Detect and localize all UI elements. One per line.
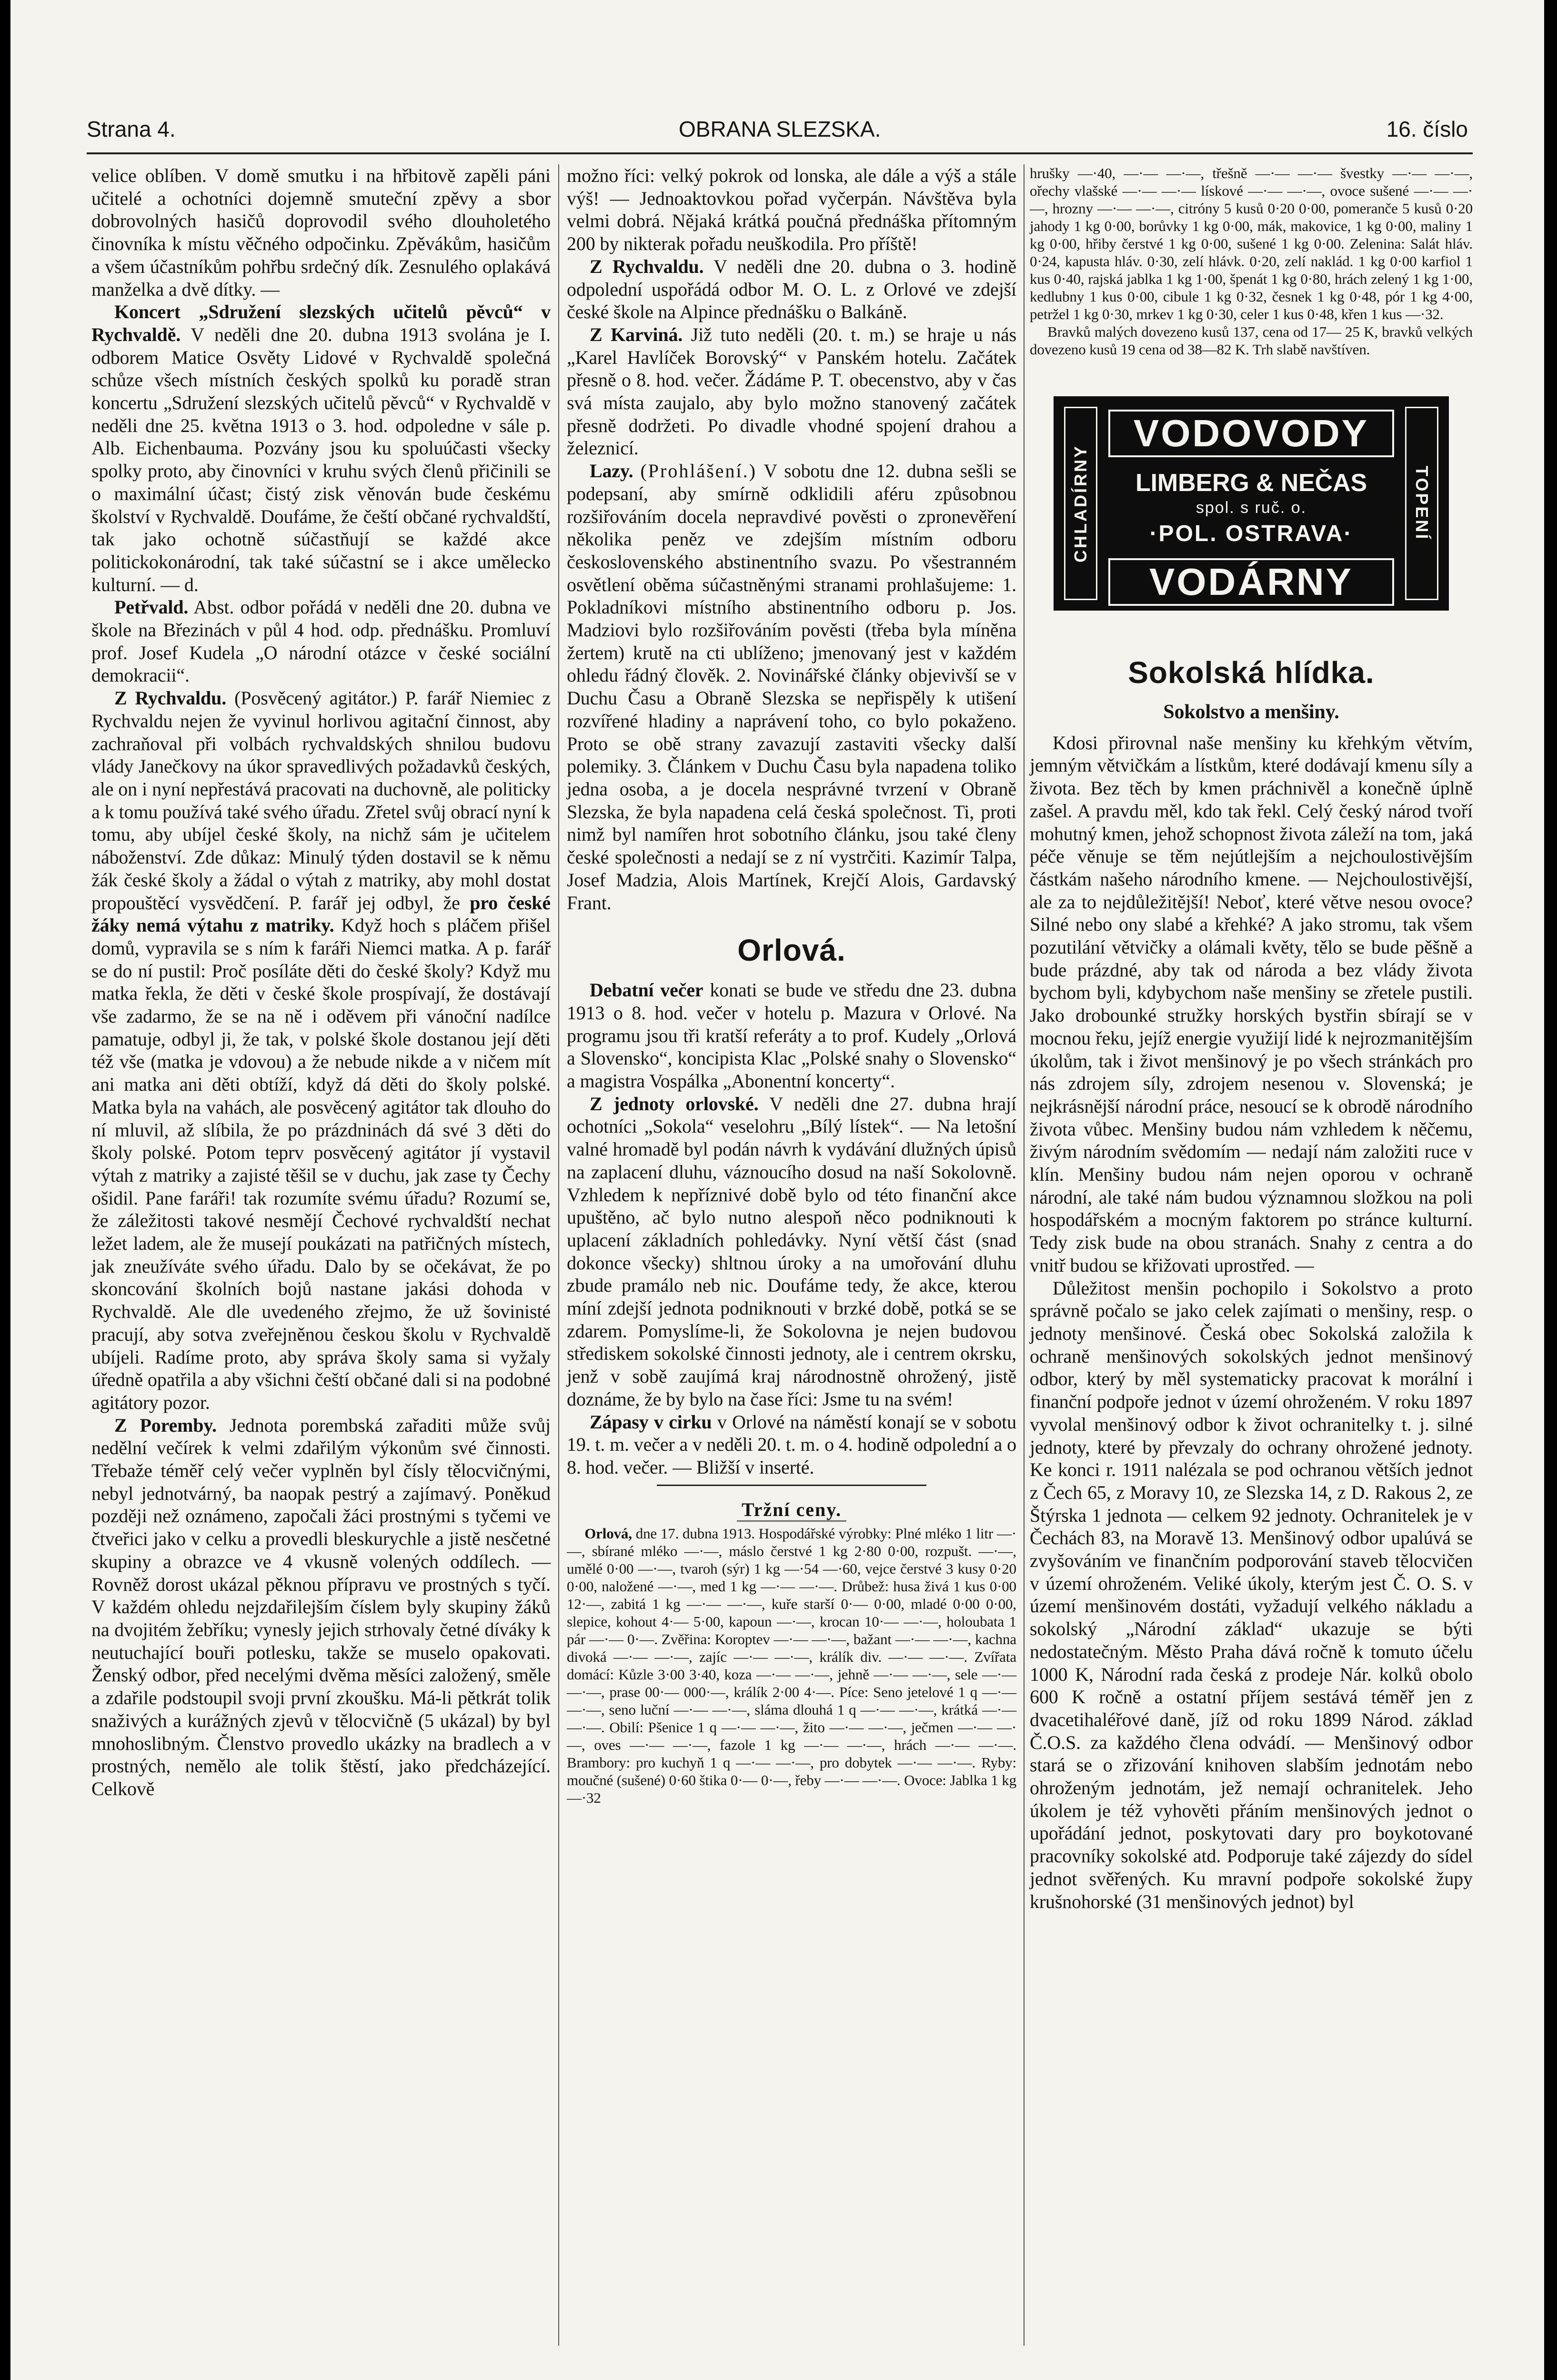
- article-subheading: (Prohlášení.): [640, 460, 757, 482]
- column-divider: [1024, 164, 1025, 2346]
- market-prices-text: dne 17. dubna 1913. Hospodářské výrobky: Plné mléko 1 litr —·—, sbírané mléko —·—, máslo čerstvé 1 kg 2·80 0·00, rozpušt. —·—, umělé 0·00 —·—, tvaroh (sýr) 1 kg —·54 —·60, vejce čerstvé 3 kusy 0·20 0·00, naložené —·—, med 1 kg —·— —·—. Drůbež: husa živá 1 kus 0·00 12·—, zabitá 1 kg —·— —·—, kuře starší 0·— 0·00, mladé 0·00 0·00, slepice, kohout 4·— 5·00, kapoun —·—, krocan 10·— —·—, holoubata 1 pár —·— 0·—. Zvěřina: Koroptev —·— —·—, bažant —·— —·—, kachna divoká —·— —·—, zajíc —·— —·—, králík div. —·— —·—. Zvířata domácí: Kůzle 3·00 3·40, koza —·— —·—, jehně —·— —·—, sele —·— —·—, prase 00·— 000·—, králík 2·00 4·—. Píce: Seno jetelové 1 q —·— —·—, seno luční —·— —·—, sláma dlouhá 1 q —·— —·—, krátká —·— —·—. Obilí: Pšenice 1 q —·— —·—, žito —·— —·—, ječmen —·— —·—, oves —·— —·—, fazole 1 kg —·— —·—, hrách —·— —·—. Brambory: pro kuchyň 1 q —·— —·—, pro dobytek —·— —·—. Ryby: moučné (sušené) 0·60 štika 0·— 0·—, řeby —·— —·—. Ovoce: Jablka 1 kg —·32: [567, 1525, 1016, 1807]
- article-heading: Koncert „Sdružení slezských učitelů pěvců“ v Rychvaldě.: [91, 301, 551, 345]
- article-body: V neděli dne 27. dubna hrají ochotníci „Sokola“ veselohru „Bílý lístek“. — Na letošní valné hromadě byl podán návrh k vydávání dlužných úpisů na zaplacení dluhu, váznoucího dosud na naší Sokolovně. Vzhledem k nepříznivé době bylo od této finanční akce upuštěno, ač bylo nutno alespoň něco podniknouti k uplacení základních pohledávky. Nyní větší část (snad dokonce všecky) shltnou úroky a na umořování dluhu zbude pramálo neb nic. Doufáme tedy, že akce, kterou míní zdejší jednota podniknouti v brzké době, potká se se zdarem. Pomyslíme-li, že Sokolovna je nejen budovou střediskem sokolské činnosti jednoty, ale i centrem okrsku, jenž v sobě zaujímá kraj národnostně ohrožený, jistě doznáme, že by bylo na čase říci: Jsme tu na svém!: [567, 1093, 1016, 1410]
- article-body: Když hoch s pláčem přišel domů, vypravila se s ním k faráři Niemci matka. A p. farář se do ní pustil: Proč posíláte děti do české školy? Když mu matka řekla, že děti v české škole prospívají, že dostávají vše zadarmo, že se na ně i oděvem při vánoční nadílce pamatuje, odbyl ji, že tak, v polské škole dostanou její děti též vše (matka je vdovou) a že nebude nikde a v ničem mít ani matka ani děti obtíží, když dá děti do školy polské. Matka byla na vahách, ale posvěcený agitátor tak dlouho do ní mluvil, až slíbila, že po prázdninách dá své 3 děti do školy polské. Potom teprv posvěcený agitátor jí vystavil výtah z matriky a zajisté těšil se v duchu, jak zase ty Čechy ošidil. Pane faráři! tak rozumíte svému úřadu? Rozumí se, že záležitosti takové nesmějí Čechové rychvaldští nechat ležet ladem, ale že musejí poukázati na patřičných místech, jak zneužíváte svého úřadu. Dalo by se očekávat, že po skoncování školních bojů nastane jakási dohoda v Rychvaldě. Ale dle uvedeného zřejmo, že už šovinisté pracují, aby sotva zveřejněnou českou školu v Rychvaldě ubíjeli. Radíme proto, aby správa školy sama si vyžaly úředně opatřila a aby všichni čeští občané dali si na podobné agitátory pozor.: [91, 914, 551, 1413]
- newspaper-title: OBRANA SLEZSKA.: [679, 117, 881, 141]
- article-body: v Orlové na náměstí konají se v sobotu 19. t. m. večer a v neděli 20. t. m. o 4. hodině odpolední a o 8. hod. večer. — Bližší v inserté.: [567, 1411, 1016, 1478]
- article-body: Již tuto neděli (20. t. m.) se hraje u nás „Karel Havlíček Borovský“ v Panském hotelu. Začátek přesně o 8. hod. večer. Žádáme P. T. obecenstvo, aby v čas svá místa zaujalo, aby bylo možno stanovený začátek přesně dodržeti. Po divadle vhodné spojení drahou a železnicí.: [567, 323, 1016, 459]
- advertisement-limberg-necas: [1054, 396, 1449, 611]
- section-title-orlova: Orlová.: [737, 933, 846, 968]
- article-heading: Lazy.: [590, 460, 633, 482]
- ad-city: ·POL. OSTRAVA·: [1149, 521, 1353, 546]
- section-subtitle-sokol: Sokolstvo a menšiny.: [1163, 701, 1339, 723]
- ad-vodovody: VODOVODY: [1108, 410, 1394, 457]
- page-header: [87, 110, 1468, 149]
- article-body: V neděli dne 20. dubna 1913 svolána je I. odborem Matice Osvěty Lidové v Rychvaldě společná schůze všech místních českých spolků ku poradě stran koncertu „Sdružení slezských učitelů pěvců“ v Rychvaldě v neděli dne 25. května 1913 o 3. hod. odpoledne v sále p. Alb. Eichenbauma. Pozvány jsou ku spoluúčasti všecky spolky proto, aby činovníci v kruhu svých členů přičinili se o maximální účast; čistý zisk věnován bude českému školství v Rychvaldě. Doufáme, že čeští občané rychvaldští, tak jako ochotně súčastňují se každé akce politickokonárodní, tak také súčastní se i akce umělecko kulturní. — d.: [91, 323, 551, 595]
- section-title-sokol: Sokolská hlídka.: [1128, 655, 1375, 690]
- article-emphasis: pro české žáky nemá výtahu z matriky.: [91, 892, 551, 936]
- header-rule: [87, 152, 1473, 154]
- article-body: V sobotu dne 12. dubna sešli se podepsaní, aby smírně odklidili aféru způsobnou rozšiřováním docela nepravdivé pověsti o zpronevěření několika peněz ve zdejším místním odboru československého abstinentního svazu. Po všestranném osvětlení oběma súčastněnými stranami prohlašujeme: 1. Pokladníkovi místního abstinentního odboru p. Jos. Madziovi bylo rozšiřováním pověsti (třeba byla míněna žertem) krutě na cti ublíženo; jmenovaný jest v každém ohledu řádný člověk. 2. Novinářské články objevivší se v Duchu Času a Obraně Slezska se nepřispěly k utišení rozvířené hladiny a naprávení toho, co bylo pokaženo. Proto se obě strany zavazují zastaviti všecky další polemiky. 3. Článkem v Duchu Času byla napadena toliko jedna osoba, a je docela nesprávné tvrzení v Obraně Slezska, že byla napadena celá česká společnost. Ti, proti nimž byl namířen hrot sobotního článku, jsou také členy české společnosti a nedají se z ní vystrčiti. Kazimír Talpa, Josef Madzia, Alois Martínek, Krejčí Alois, Gardavský Frant.: [567, 460, 1016, 914]
- market-prices-title: Tržní ceny.: [567, 1498, 1016, 1521]
- article-sokol-p2: Důležitost menšin pochopilo i Sokolstvo a proto správně počalo se jako celek zajímati o menšiny, resp. o jednoty menšinové. Česká obec Sokolská založila k ochraně menšinových sokolských jednot menšinový odbor, který by měl systematicky pracovat k morální i finanční podpoře jednot v území ohroženém. V roku 1897 vyvolal menšinový odbor k život ochranitelky t. j. silné jednoty, které by převzaly do ochrany ohrožené jednoty. Ke konci r. 1911 nalézala se pod ochranou větších jednot z Čech 65, z Moravy 10, ze Slezska 14, z D. Rakous 2, ze Štýrska 1 jednota — celkem 92 jednoty. Ochranitelek je v Čechách 83, na Moravě 13. Menšinový odbor upalúvá se zvyšováním ve finančním podporování staveb tělocvičen v území ohroženém. Veliké úkoly, kterým jest Č. O. S. v území menšinovém dostáti, vyžadují velkého nákladu a sokolský „Národní základ“ ukazuje se býti nedostatečným. Město Praha dává ročně k tomuto účelu 1000 K, Národní rada česká z prodeje Nár. kolků obolo 600 K ročně a ostatní příjem sestává téměř jen z dvacetihaléřové daně, jíž od roku 1899 Národ. základ Č.O.S. za každého člena odvádí. — Menšinový odbor stará se o zřizování knihoven slabším jednotám nebo ohroženým jednotám, jež nemají ochranitelek. Jeho úkolem je též vyhověti přáním menšinových jednot o upořádání jednot, poskytovati dary pro boykotované pracovníky sokolské atd. Podporuje také zájezdy do sídel jednot svěřených. Ku mravní podpoře sokolské župy krušnohorské (31 menšinových jednot) byl: [1030, 1277, 1473, 1912]
- article-debate: [567, 979, 1016, 1093]
- article-heading: Z Rychvaldu.: [590, 255, 704, 277]
- article-lazy: [567, 460, 1016, 914]
- issue-number: 16. číslo: [1386, 117, 1468, 141]
- article-continuation: možno říci: velký pokrok od lonska, ale dále a výš a stále výš! — Jednoaktovkou pořad vyčerpán. Návštěva byla velmi dobrá. Nějaká krátká poučná přednáška přítomným 200 by nikterak pořadu neuškodila. Pro příště!: [567, 165, 1016, 255]
- column-middle: [567, 164, 1016, 1807]
- ad-side-left: CHLADÍRNY: [1064, 407, 1097, 600]
- article-concert: [91, 301, 551, 596]
- market-prices: [567, 1525, 1016, 1807]
- ad-firm-name: LIMBERG & NEČAS: [1135, 469, 1367, 497]
- article-rychvald-lecture: [567, 255, 1016, 323]
- ad-company-type: spol. s ruč. o.: [1195, 499, 1307, 517]
- column-divider: [558, 164, 559, 2346]
- article-body: Jednota porembská zařaditi může svůj nedělní večírek k velmi zdařilým výkonům své činnosti. Třebaže téměř celý večer vyplněn byl čísly tělocvičnými, nebyl jednotvárný, ba naopak pestrý a zajímavý. Poněkud později než oznámeno, započali žáci prostnými s tyčemi ve čtveřici jako v celku a provedli bleskurychle a jistě nesčetné skupiny a obrazce ve 4 vkusně volených oddílech. — Rovněž dorost ukázal pěknou přípravu ve prostných s tyčí. V každém ohledu nejzdařilejším číslem byly skupiny žáků na dvojitém žebříku; vynesly jejich strhovaly četné díváky k neutuchající bouři potlesku, takže se muselo opakovati. Ženský odbor, před necelými dvěma měsíci založený, směle a zdařile podstoupil svoji první zkoušku. Má-li pětkrát tolik snaživých a kurážných zjevů v tělocvičně (5 ukázal) by byl mnohoslibným. Členstvo provedlo ukázky na bradlech a v prostných, nemělo ale tolik štěstí, jako předcházející. Celkově: [91, 1414, 551, 1799]
- market-livestock: Bravků malých dovezeno kusů 137, cena od 17— 25 K, bravků velkých dovezeno kusů 19 cena od 38—82 K. Trh slabě navštíven.: [1030, 323, 1473, 358]
- article-heading: Petřvald.: [114, 596, 189, 618]
- section-divider: [657, 1485, 926, 1486]
- article-body: (Posvěcený agitátor.) P. farář Niemiec z Rychvaldu nejen že vyvinul horlivou agitační činnost, aby zachraňoval při volbách rychvaldských shnilou budovu vlády Janečkovy na úkor spravedlivých požadavků českých, ale on i nyní nepřestává pracovati na duchovně, ale politicky a k tomu používá také svého úřadu. Zřetel svůj obrací nyní k tomu, aby ubíjel české školy, na nichž sám je učitelem náboženství. Zde důkaz: Minulý týden dostavil se k němu žák české školy a žádal o výtah z matriky, aby mohl dostat propouštěcí vysvědčení. P. farář jej odbyl, že: [91, 687, 551, 914]
- article-body: V neděli dne 20. dubna o 3. hodině odpolední uspořádá odbor M. O. L. z Orlové ve zdejší české škole na Alpince přednášku o Balkáně.: [567, 255, 1016, 323]
- page-number: Strana 4.: [87, 117, 176, 141]
- ad-side-right: TOPENÍ: [1405, 407, 1438, 600]
- ad-center: [1108, 407, 1394, 603]
- article-heading: Z Poremby.: [114, 1414, 217, 1436]
- article-heading: Z jednoty orlovské.: [590, 1093, 759, 1115]
- market-place: Orlová,: [584, 1525, 632, 1542]
- article-jednota: [567, 1093, 1016, 1411]
- article-petrvald: [91, 596, 551, 687]
- article-rychvald: [91, 687, 551, 1414]
- article-circus: [567, 1411, 1016, 1479]
- article-heading: Debatní večer: [590, 979, 703, 1001]
- article-body: konati se bude ve středu dne 23. dubna 1913 o 8. hod. večer v hotelu p. Mazura v Orlové. Na programu jsou tři kratší referáty a to prof. Kudely „Orlová a Slovensko“, koncipista Klac „Polské snahy o Slovensko“ a magistra Vospálka „Abonentní koncerty“.: [567, 979, 1017, 1092]
- ad-vodarny: VODÁRNY: [1108, 558, 1394, 606]
- article-body: Abst. odbor pořádá v neděli dne 20. dubna ve škole na Březinách v půl 4 hod. odp. přednášku. Promluví prof. Josef Kudela „O národní otázce v české sociální demokracii“.: [91, 596, 551, 686]
- article-heading: Z Karviná.: [590, 323, 683, 345]
- market-prices-continued: hrušky —·40, —·— —·—, třešně —·— —·— švestky —·— —·—, ořechy vlašské —·— —·— lískové —·— —·—, ovoce sušené —·— —·—, hrozny —·— —·—, citróny 5 kusů 0·20 0·00, pomeranče 5 kusů 0·20 jahody 1 kg 0·00, borůvky 1 kg 0·00, mák, makovice, 1 kg 0·00, maliny 1 kg 0·00, hřiby čerstvé 1 kg 0·00, sušené 1 kg 0·00. Zelenina: Salát hláv. 0·24, kapusta hláv. 0·30, zelí hlávk. 0·20, zelí naklád. 1 kg 0·00 karfiol 1 kus 0·40, rajská jablka 1 kg 1·00, špenát 1 kg 0·80, hrách zelený 1 kg 1·00, kedlubny 1 kus 0·00, cibule 1 kg 0·32, česnek 1 kg 0·48, pór 1 kg 4·00, petržel 1 kg 0·30, mrkev 1 kg 0·30, celer 1 kus 0·48, křen 1 kus —·32.: [1030, 165, 1473, 322]
- article-heading: Z Rychvaldu.: [114, 687, 227, 709]
- column-left: [91, 164, 551, 1800]
- article-karvina: [567, 323, 1016, 460]
- article-sokol-p1: Kdosi přirovnal naše menšiny ku křehkým větvím, jemným větvičkám a lístkům, které dodávají kmenu síly a života. Bez těch by kmen práchnivěl a konečně úplně zašel. A pravdu měl, kdo tak řekl. Celý český národ tvoří mohutný kmen, jehož schopnost života záleží na tom, jaká péče věnuje se těm nejútlejším a nejchoulostivějším částkám našeho národního kmene. — Nejchoulostivější, ale za to nejdůležitější! Neboť, které větve nesou ovoce? Silné nebo ony slabé a křehké? A jako stromu, tak všem pozutilání větvičky a olámali květy, tělo se bude pěšně a bude prázdné, aby tak od národa a bez vlády života bychom byli, kdybychom naše menšiny se zřetele pustili. Jako drobounké stružky horských bystřin sbírají se v mocnou řeku, jejíž energie využijí lidé k nejrozmanitějším úkolům, tak i život menšinový je po všech stránkách pro nás zdrojem síly, zdrojem nesenou v. Slovenská; je nejkrásnější národní práce, nesoucí se k obrodě národního života vůbec. Menšiny budou nám vzhledem k něčemu, živým národním svědomím — nedají nám založiti ruce v klín. Menšiny budou nám nejen oporou v ochraně národní, ale také nám budou významnou složkou na poli hospodářském a mocným faktorem po stránce kulturní. Tedy zisk bude na obou stranách. Snahy z centra a do vnitř budou se křižovati uprostřed. —: [1030, 732, 1473, 1276]
- article-heading: Zápasy v cirku: [590, 1411, 712, 1433]
- article-continuation: velice oblíben. V domě smutku i na hřbitově zapěli páni učitelé a ochotníci dojemně smuteční zpěvy a sbor dobrovolných hasičů doprovodil svého dlouholetého činovníka k místu věčného odpočinku. Zpěvákům, hasičům a všem účastníkům pohřbu srdečný dík. Zesnulého oplakává manželka a dvě dítky. —: [91, 165, 551, 300]
- column-right: [1030, 164, 1473, 1913]
- newspaper-page: [10, 0, 1544, 2380]
- article-poremba: [91, 1414, 551, 1800]
